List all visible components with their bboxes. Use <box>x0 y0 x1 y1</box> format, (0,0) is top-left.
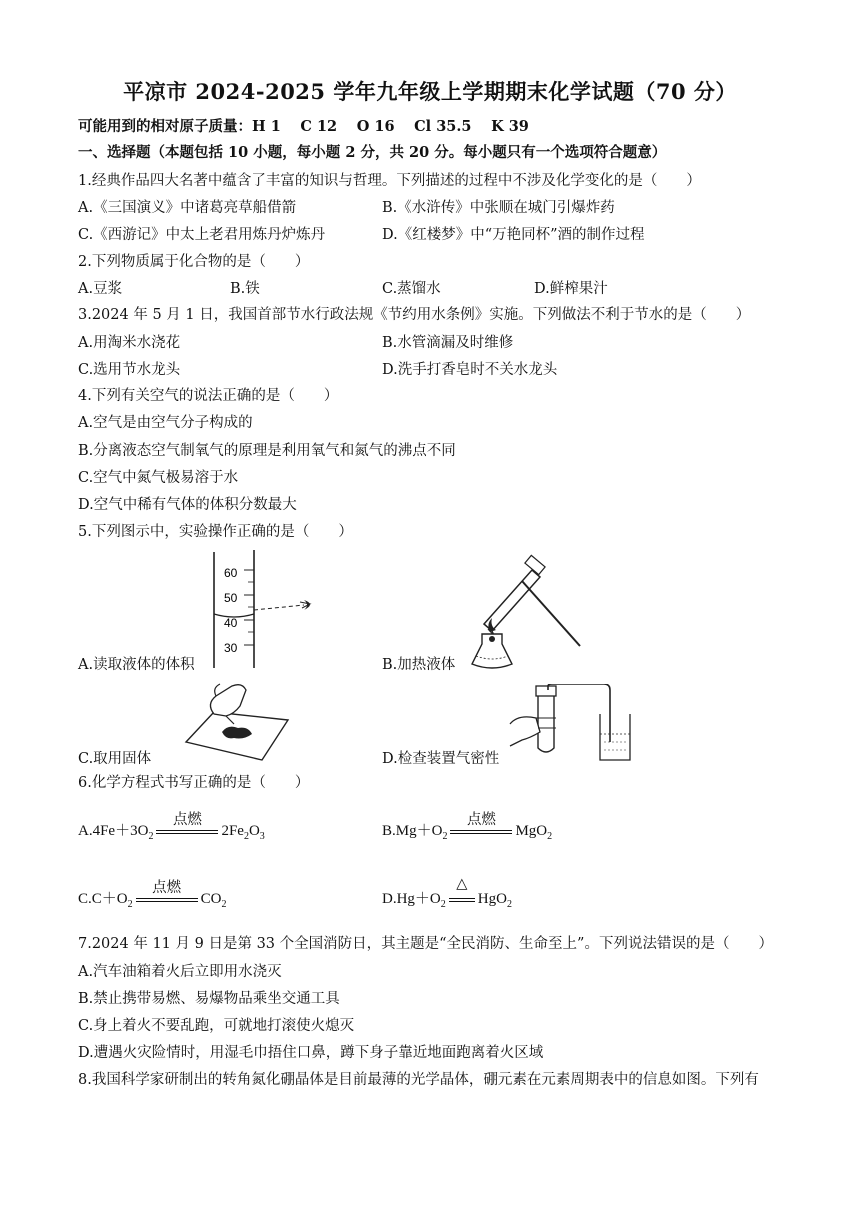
q4-option-b: B.分离液态空气制氧气的原理是利用氧气和氮气的沸点不同 <box>78 443 456 459</box>
page-title: 平凉市 2024-2025 学年九年级上学期期末化学试题（70 分） <box>123 79 737 104</box>
q6-a-label: A. <box>78 823 93 839</box>
tick-label-60: 60 <box>224 566 238 580</box>
question-8-stem: 8.我国科学家研制出的转角氮化硼晶体是目前最薄的光学晶体，硼元素在元素周期表中的信息如图。下列有 <box>78 1072 759 1088</box>
q1-option-a: A.《三国演义》中诸葛亮草船借箭 <box>78 200 297 216</box>
q6-equation-c: $C.C+O_2$ 点燃 $CO_2$ <box>78 887 226 910</box>
condition-burn: 点燃 <box>172 811 202 828</box>
question-7-stem: 7.2024 年 11 月 9 日是第 33 个全国消防日，其主题是“全民消防、生命至上”。下列说法错误的是（ ） <box>78 936 773 952</box>
q5-option-a: A.读取液体的体积 <box>78 657 195 673</box>
q7-option-b: B.禁止携带易燃、易爆物品乘坐交通工具 <box>78 991 340 1007</box>
q7-option-a: A.汽车油箱着火后立即用水浇灭 <box>78 964 282 980</box>
q2-option-c: C.蒸馏水 <box>382 281 441 297</box>
eye-icon <box>304 600 310 610</box>
q3-option-c: C.选用节水龙头 <box>78 362 181 378</box>
question-4-stem: 4.下列有关空气的说法正确的是（ ） <box>78 388 339 404</box>
q6-equation-a: $A.4Fe+3O_2$ 点燃 $2Fe_2O_3$ <box>78 819 265 842</box>
question-1-stem: 1.经典作品四大名著中蕴含了丰富的知识与哲理。下列描述的过程中不涉及化学变化的是（ ） <box>78 173 701 189</box>
q5-option-c: C.取用固体 <box>78 751 152 767</box>
q2-option-b: B.铁 <box>230 281 260 297</box>
section-heading: 一、选择题（本题包括 10 小题，每小题 2 分，共 20 分。每小题只有一个选项符合题意） <box>78 144 667 161</box>
question-3-stem: 3.2024 年 5 月 1 日，我国首部节水行政法规《节约用水条例》实施。下列做法不利于节水的是（ ） <box>78 307 751 323</box>
question-5-stem: 5.下列图示中，实验操作正确的是（ ） <box>78 524 353 540</box>
tick-label-40: 40 <box>224 616 238 630</box>
q2-option-a: A.豆浆 <box>78 281 123 297</box>
taking-solid-figure <box>176 680 296 765</box>
atomic-masses: 可能用到的相对原子质量：H 1 C 12 O 16 Cl 35.5 K 39 <box>78 118 529 135</box>
q3-option-a: A.用淘米水浇花 <box>78 335 181 351</box>
q4-option-d: D.空气中稀有气体的体积分数最大 <box>78 497 297 513</box>
q5-option-b: B.加热液体 <box>382 657 456 673</box>
q7-option-d: D.遭遇火灾险情时，用湿毛巾捂住口鼻，蹲下身子靠近地面跑离着火区域 <box>78 1045 544 1061</box>
q6-equation-d: $D.Hg+O_2$ △ HgO$_2$ <box>382 875 512 910</box>
condition-burn: 点燃 <box>466 811 496 828</box>
question-6-stem: 6.化学方程式书写正确的是（ ） <box>78 775 310 791</box>
q6-equation-b: $B.Mg+O_2$ 点燃 MgO$_2$ <box>382 819 552 842</box>
tick-label-50: 50 <box>224 591 238 605</box>
q1-option-d: D.《红楼梦》中“万艳同杯”酒的制作过程 <box>382 227 645 243</box>
q3-option-b: B.水管滴漏及时维修 <box>382 335 514 351</box>
q4-option-a: A.空气是由空气分子构成的 <box>78 415 253 431</box>
condition-heat: △ <box>456 875 468 892</box>
airtightness-check-figure <box>500 684 640 764</box>
q4-option-c: C.空气中氮气极易溶于水 <box>78 470 239 486</box>
q2-option-d: D.鲜榨果汁 <box>534 281 608 297</box>
graduated-cylinder-figure <box>196 550 336 670</box>
tick-label-30: 30 <box>224 641 238 655</box>
q7-option-c: C.身上着火不要乱跑，可就地打滚使火熄灭 <box>78 1018 355 1034</box>
condition-burn: 点燃 <box>152 879 182 896</box>
question-2-stem: 2.下列物质属于化合物的是（ ） <box>78 254 310 270</box>
q5-option-d: D.检查装置气密性 <box>382 751 500 767</box>
q1-option-b: B.《水浒传》中张顺在城门引爆炸药 <box>382 200 615 216</box>
q3-option-d: D.洗手打香皂时不关水龙头 <box>382 362 558 378</box>
heating-liquid-figure <box>462 546 592 676</box>
q1-option-c: C.《西游记》中太上老君用炼丹炉炼丹 <box>78 227 326 243</box>
